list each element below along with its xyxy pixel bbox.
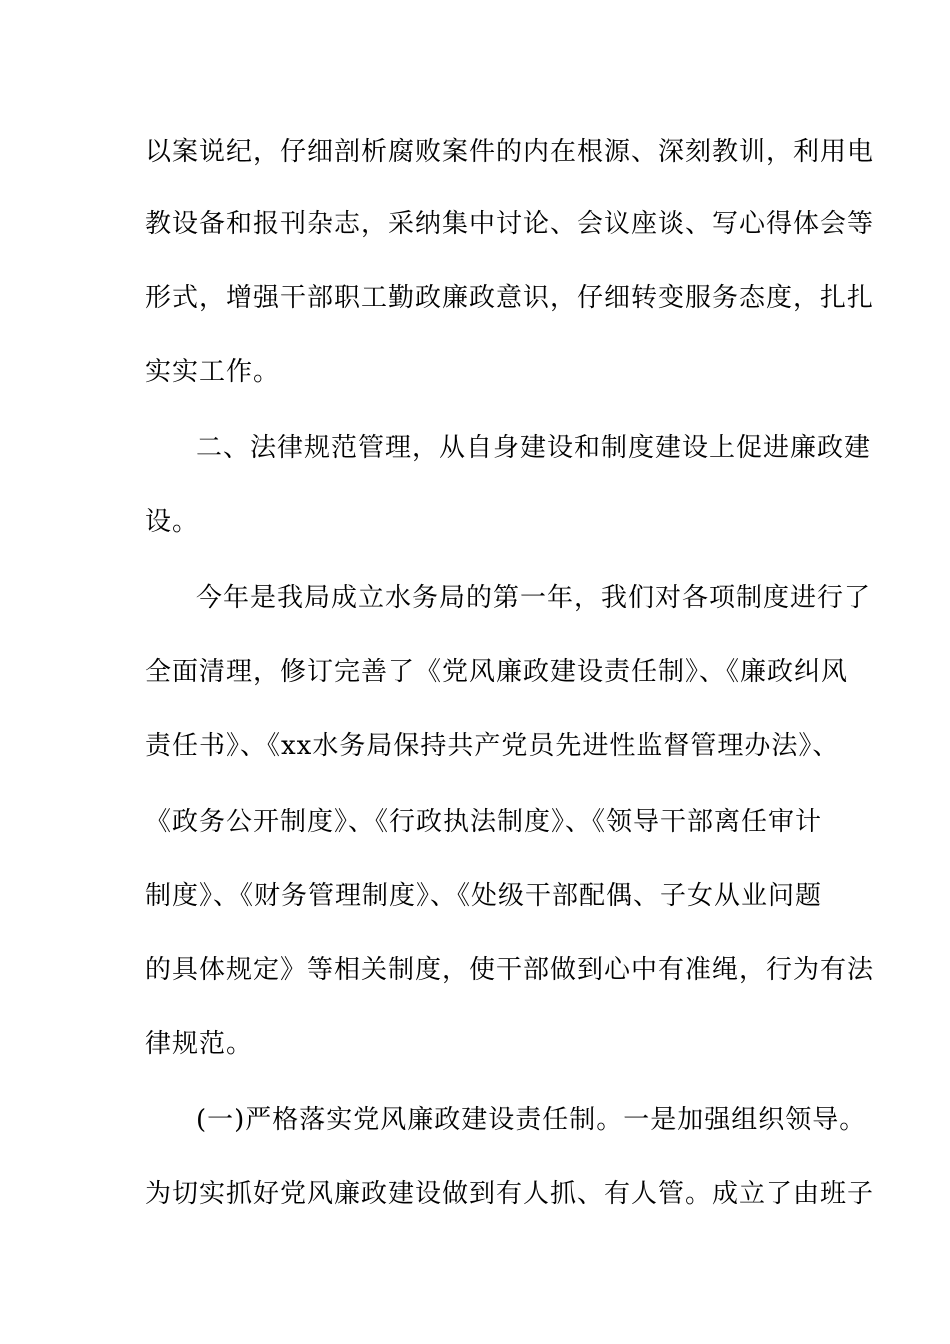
text-line-10: 《政务公开制度》、《行政执法制度》、《领导干部离任审计 [145, 807, 823, 837]
text-line-1: 以案说纪，仔细剖析腐败案件的内在根源、深刻教训，利用电 [145, 137, 875, 167]
text-line-12: 的具体规定》等相关制度，使干部做到心中有准绳，行为有法 [145, 955, 875, 985]
text-line-7: 今年是我局成立水务局的第一年，我们对各项制度进行了 [196, 583, 872, 613]
subsection-heading-1: (一)严格落实党风廉政建设责任制。一是加强组织领导。 [196, 1105, 867, 1135]
text-line-4: 实实工作。 [145, 357, 281, 387]
text-line-2: 教设备和报刊杂志，采纳集中讨论、会议座谈、写心得体会等 [145, 209, 875, 239]
section-heading-2: 二、法律规范管理，从自身建设和制度建设上促进廉政建 [196, 433, 872, 463]
text-line-6: 设。 [145, 507, 200, 537]
text-line-11: 制度》、《财务管理制度》、《处级干部配偶、子女从业问题 [145, 881, 823, 911]
text-line-8: 全面清理，修订完善了《党风廉政建设责任制》、《廉政纠风 [145, 657, 849, 687]
text-line-3: 形式，增强干部职工勤政廉政意识，仔细转变服务态度，扎扎 [145, 283, 875, 313]
text-line-13: 律规范。 [145, 1029, 254, 1059]
text-line-15: 为切实抓好党风廉政建设做到有人抓、有人管。成立了由班子 [145, 1179, 875, 1209]
text-line-9: 责任书》、《xx水务局保持共产党员先进性监督管理办法》、 [145, 731, 840, 761]
